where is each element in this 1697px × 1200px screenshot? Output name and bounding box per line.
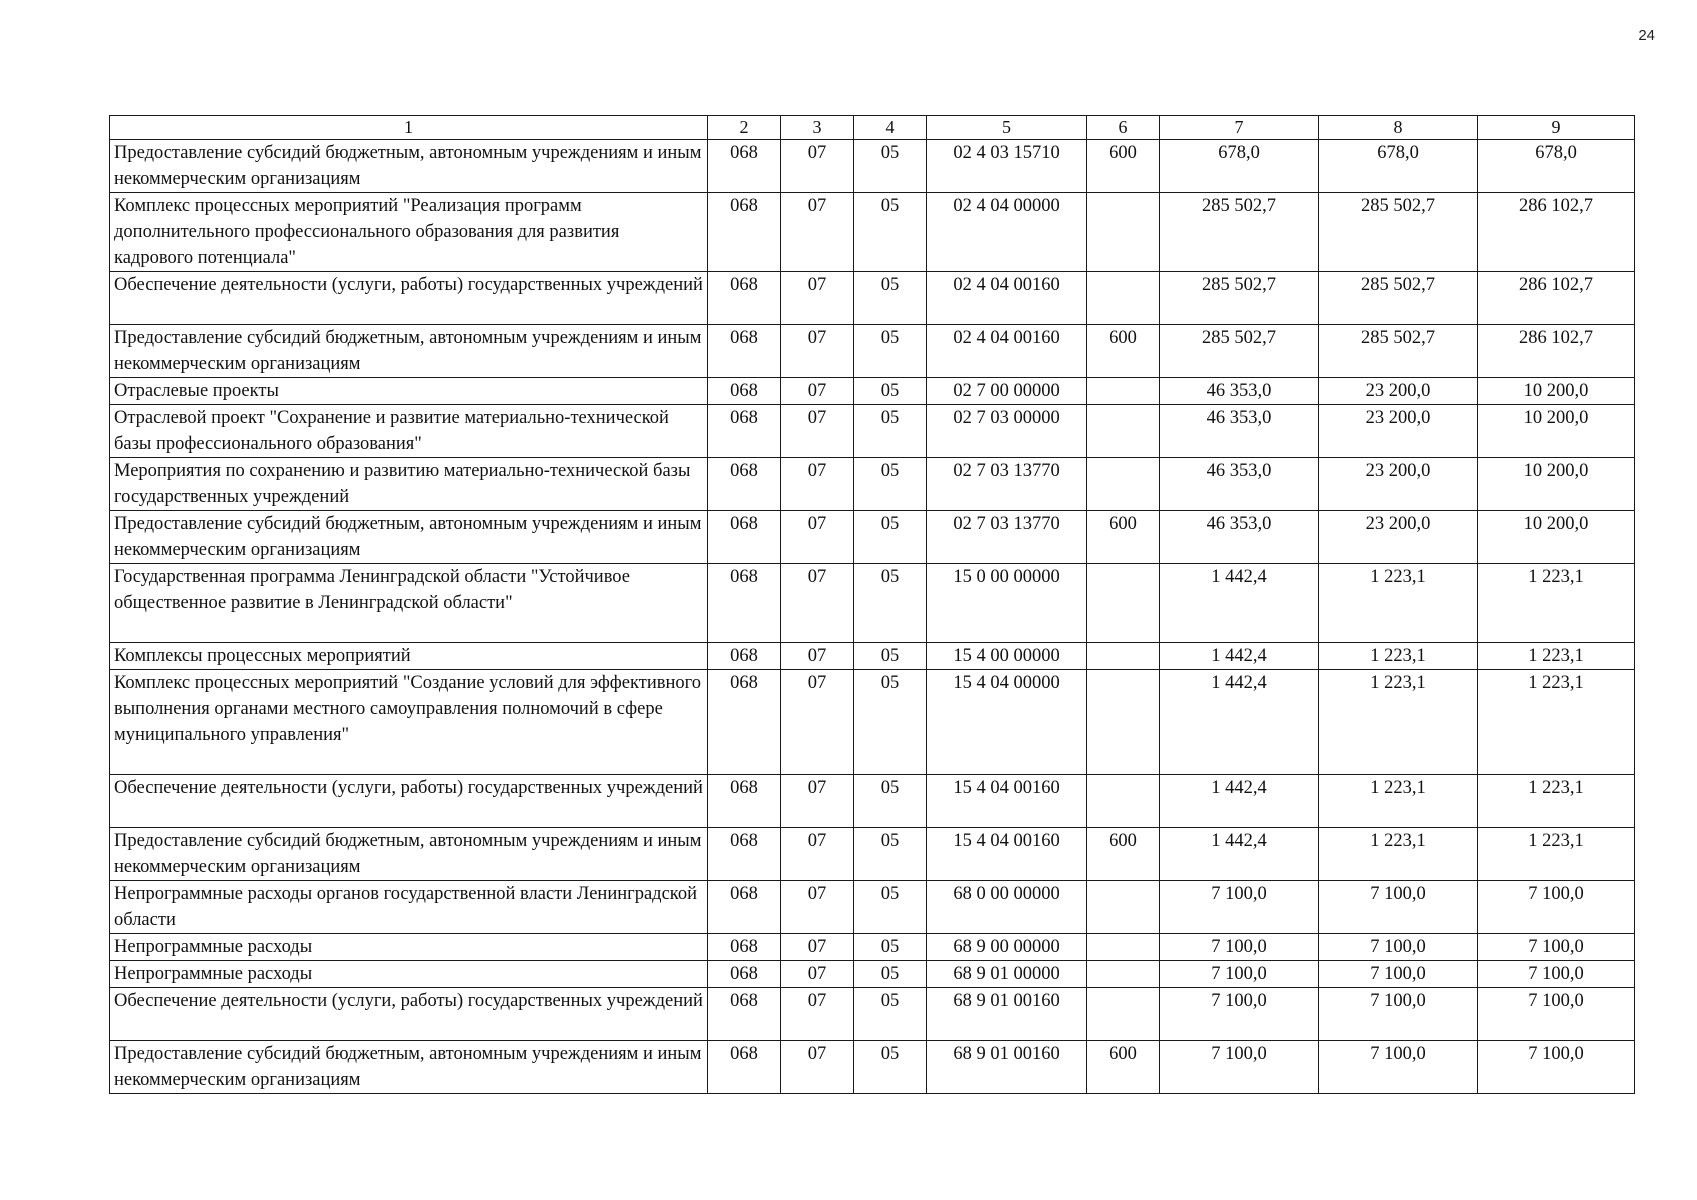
subsection-code: 05 — [854, 193, 927, 272]
amount-col-9: 7 100,0 — [1478, 1041, 1635, 1094]
amount-col-8: 1 223,1 — [1319, 775, 1478, 828]
target-article-code: 15 4 04 00000 — [927, 670, 1087, 775]
subsection-code: 05 — [854, 775, 927, 828]
target-article-code: 02 4 04 00160 — [927, 325, 1087, 378]
subsection-code: 05 — [854, 272, 927, 325]
expense-name: Мероприятия по сохранению и развитию материально-технической базы государственных учреждений — [110, 458, 708, 511]
amount-col-7: 285 502,7 — [1160, 272, 1319, 325]
target-article-code: 02 7 00 00000 — [927, 378, 1087, 405]
expense-type-code — [1087, 405, 1160, 458]
amount-col-7: 285 502,7 — [1160, 193, 1319, 272]
column-header: 4 — [854, 116, 927, 140]
expense-name: Предоставление субсидий бюджетным, автономным учреждениям и иным некоммерческим организациям — [110, 828, 708, 881]
expense-type-code — [1087, 961, 1160, 988]
expense-type-code: 600 — [1087, 140, 1160, 193]
expense-type-code — [1087, 458, 1160, 511]
section-code: 07 — [781, 378, 854, 405]
expense-name: Предоставление субсидий бюджетным, автономным учреждениям и иным некоммерческим организациям — [110, 140, 708, 193]
amount-col-7: 46 353,0 — [1160, 405, 1319, 458]
amount-col-7: 7 100,0 — [1160, 961, 1319, 988]
amount-col-7: 7 100,0 — [1160, 934, 1319, 961]
expense-name: Комплексы процессных мероприятий — [110, 643, 708, 670]
amount-col-9: 1 223,1 — [1478, 564, 1635, 643]
amount-col-8: 23 200,0 — [1319, 458, 1478, 511]
amount-col-7: 1 442,4 — [1160, 775, 1319, 828]
target-article-code: 68 9 01 00160 — [927, 988, 1087, 1041]
page-number: 24 — [1638, 27, 1655, 44]
section-code: 07 — [781, 961, 854, 988]
column-number-row — [110, 116, 1635, 140]
expense-name: Государственная программа Ленинградской области "Устойчивое общественное развитие в Ленинградской области" — [110, 564, 708, 643]
grbs-code: 068 — [708, 1041, 781, 1094]
section-code: 07 — [781, 775, 854, 828]
amount-col-8: 7 100,0 — [1319, 961, 1478, 988]
amount-col-9: 10 200,0 — [1478, 378, 1635, 405]
amount-col-9: 1 223,1 — [1478, 670, 1635, 775]
amount-col-8: 7 100,0 — [1319, 881, 1478, 934]
target-article-code: 15 4 04 00160 — [927, 775, 1087, 828]
table-row — [110, 511, 1635, 564]
target-article-code: 15 4 04 00160 — [927, 828, 1087, 881]
amount-col-7: 1 442,4 — [1160, 643, 1319, 670]
table-row — [110, 564, 1635, 643]
expense-type-code — [1087, 193, 1160, 272]
expense-type-code — [1087, 988, 1160, 1041]
expense-type-code: 600 — [1087, 325, 1160, 378]
amount-col-8: 23 200,0 — [1319, 378, 1478, 405]
subsection-code: 05 — [854, 643, 927, 670]
budget-table — [109, 115, 1635, 1094]
table-row — [110, 405, 1635, 458]
expense-type-code — [1087, 564, 1160, 643]
amount-col-8: 7 100,0 — [1319, 1041, 1478, 1094]
grbs-code: 068 — [708, 511, 781, 564]
expense-type-code: 600 — [1087, 828, 1160, 881]
table-row — [110, 325, 1635, 378]
column-header: 2 — [708, 116, 781, 140]
amount-col-7: 46 353,0 — [1160, 378, 1319, 405]
section-code: 07 — [781, 272, 854, 325]
target-article-code: 68 9 01 00160 — [927, 1041, 1087, 1094]
grbs-code: 068 — [708, 828, 781, 881]
amount-col-8: 1 223,1 — [1319, 564, 1478, 643]
subsection-code: 05 — [854, 378, 927, 405]
target-article-code: 68 0 00 00000 — [927, 881, 1087, 934]
column-header: 8 — [1319, 116, 1478, 140]
grbs-code: 068 — [708, 325, 781, 378]
grbs-code: 068 — [708, 378, 781, 405]
grbs-code: 068 — [708, 961, 781, 988]
section-code: 07 — [781, 988, 854, 1041]
target-article-code: 15 0 00 00000 — [927, 564, 1087, 643]
subsection-code: 05 — [854, 988, 927, 1041]
expense-name: Предоставление субсидий бюджетным, автономным учреждениям и иным некоммерческим организациям — [110, 325, 708, 378]
expense-name: Обеспечение деятельности (услуги, работы) государственных учреждений — [110, 988, 708, 1041]
expense-name: Комплекс процессных мероприятий "Создание условий для эффективного выполнения органами местного самоуправления полномочий в сфере муниципального управления" — [110, 670, 708, 775]
expense-name: Предоставление субсидий бюджетным, автономным учреждениям и иным некоммерческим организациям — [110, 511, 708, 564]
target-article-code: 68 9 00 00000 — [927, 934, 1087, 961]
amount-col-9: 10 200,0 — [1478, 511, 1635, 564]
amount-col-8: 678,0 — [1319, 140, 1478, 193]
expense-name: Непрограммные расходы — [110, 961, 708, 988]
expense-name: Непрограммные расходы органов государственной власти Ленинградской области — [110, 881, 708, 934]
table-row — [110, 378, 1635, 405]
amount-col-7: 1 442,4 — [1160, 828, 1319, 881]
grbs-code: 068 — [708, 934, 781, 961]
amount-col-7: 7 100,0 — [1160, 1041, 1319, 1094]
expense-type-code — [1087, 378, 1160, 405]
expense-type-code — [1087, 643, 1160, 670]
table-row — [110, 881, 1635, 934]
column-header: 3 — [781, 116, 854, 140]
target-article-code: 02 7 03 00000 — [927, 405, 1087, 458]
amount-col-9: 7 100,0 — [1478, 988, 1635, 1041]
grbs-code: 068 — [708, 988, 781, 1041]
table-row — [110, 193, 1635, 272]
expense-type-code — [1087, 934, 1160, 961]
target-article-code: 02 4 04 00000 — [927, 193, 1087, 272]
subsection-code: 05 — [854, 325, 927, 378]
amount-col-7: 7 100,0 — [1160, 881, 1319, 934]
amount-col-9: 1 223,1 — [1478, 775, 1635, 828]
section-code: 07 — [781, 458, 854, 511]
column-header: 1 — [110, 116, 708, 140]
target-article-code: 15 4 00 00000 — [927, 643, 1087, 670]
amount-col-7: 46 353,0 — [1160, 458, 1319, 511]
target-article-code: 02 4 04 00160 — [927, 272, 1087, 325]
amount-col-9: 7 100,0 — [1478, 934, 1635, 961]
column-header: 6 — [1087, 116, 1160, 140]
amount-col-9: 10 200,0 — [1478, 458, 1635, 511]
grbs-code: 068 — [708, 458, 781, 511]
section-code: 07 — [781, 511, 854, 564]
subsection-code: 05 — [854, 828, 927, 881]
grbs-code: 068 — [708, 564, 781, 643]
grbs-code: 068 — [708, 405, 781, 458]
table-row — [110, 961, 1635, 988]
expense-name: Обеспечение деятельности (услуги, работы) государственных учреждений — [110, 272, 708, 325]
expense-name: Обеспечение деятельности (услуги, работы) государственных учреждений — [110, 775, 708, 828]
grbs-code: 068 — [708, 643, 781, 670]
grbs-code: 068 — [708, 881, 781, 934]
grbs-code: 068 — [708, 670, 781, 775]
section-code: 07 — [781, 1041, 854, 1094]
amount-col-9: 286 102,7 — [1478, 193, 1635, 272]
amount-col-8: 23 200,0 — [1319, 511, 1478, 564]
subsection-code: 05 — [854, 511, 927, 564]
table-row — [110, 934, 1635, 961]
amount-col-8: 1 223,1 — [1319, 670, 1478, 775]
table-row — [110, 670, 1635, 775]
section-code: 07 — [781, 934, 854, 961]
table-row — [110, 775, 1635, 828]
amount-col-7: 46 353,0 — [1160, 511, 1319, 564]
amount-col-8: 7 100,0 — [1319, 988, 1478, 1041]
section-code: 07 — [781, 405, 854, 458]
subsection-code: 05 — [854, 670, 927, 775]
section-code: 07 — [781, 193, 854, 272]
amount-col-7: 1 442,4 — [1160, 564, 1319, 643]
expense-type-code — [1087, 670, 1160, 775]
section-code: 07 — [781, 828, 854, 881]
amount-col-9: 7 100,0 — [1478, 881, 1635, 934]
amount-col-9: 678,0 — [1478, 140, 1635, 193]
amount-col-7: 678,0 — [1160, 140, 1319, 193]
expense-type-code — [1087, 272, 1160, 325]
amount-col-9: 1 223,1 — [1478, 643, 1635, 670]
target-article-code: 02 4 03 15710 — [927, 140, 1087, 193]
column-header: 5 — [927, 116, 1087, 140]
grbs-code: 068 — [708, 272, 781, 325]
amount-col-7: 1 442,4 — [1160, 670, 1319, 775]
table-row — [110, 140, 1635, 193]
table-row — [110, 828, 1635, 881]
subsection-code: 05 — [854, 405, 927, 458]
expense-name: Комплекс процессных мероприятий "Реализация программ дополнительного профессионального образования для развития кадрового потенциала" — [110, 193, 708, 272]
table-row — [110, 1041, 1635, 1094]
amount-col-9: 10 200,0 — [1478, 405, 1635, 458]
amount-col-7: 285 502,7 — [1160, 325, 1319, 378]
grbs-code: 068 — [708, 140, 781, 193]
section-code: 07 — [781, 140, 854, 193]
table-row — [110, 458, 1635, 511]
column-header: 7 — [1160, 116, 1319, 140]
expense-type-code: 600 — [1087, 511, 1160, 564]
expense-type-code — [1087, 881, 1160, 934]
section-code: 07 — [781, 643, 854, 670]
table-row — [110, 643, 1635, 670]
subsection-code: 05 — [854, 961, 927, 988]
amount-col-9: 7 100,0 — [1478, 961, 1635, 988]
amount-col-8: 285 502,7 — [1319, 272, 1478, 325]
target-article-code: 68 9 01 00000 — [927, 961, 1087, 988]
grbs-code: 068 — [708, 775, 781, 828]
section-code: 07 — [781, 881, 854, 934]
expense-type-code — [1087, 775, 1160, 828]
expense-name: Предоставление субсидий бюджетным, автономным учреждениям и иным некоммерческим организациям — [110, 1041, 708, 1094]
subsection-code: 05 — [854, 564, 927, 643]
amount-col-8: 1 223,1 — [1319, 828, 1478, 881]
target-article-code: 02 7 03 13770 — [927, 511, 1087, 564]
amount-col-8: 7 100,0 — [1319, 934, 1478, 961]
column-header: 9 — [1478, 116, 1635, 140]
expense-name: Отраслевой проект "Сохранение и развитие материально-технической базы профессионального образования" — [110, 405, 708, 458]
subsection-code: 05 — [854, 458, 927, 511]
subsection-code: 05 — [854, 934, 927, 961]
subsection-code: 05 — [854, 140, 927, 193]
subsection-code: 05 — [854, 1041, 927, 1094]
expense-name: Отраслевые проекты — [110, 378, 708, 405]
amount-col-8: 23 200,0 — [1319, 405, 1478, 458]
section-code: 07 — [781, 325, 854, 378]
amount-col-9: 286 102,7 — [1478, 272, 1635, 325]
amount-col-8: 285 502,7 — [1319, 193, 1478, 272]
amount-col-8: 1 223,1 — [1319, 643, 1478, 670]
subsection-code: 05 — [854, 881, 927, 934]
amount-col-9: 286 102,7 — [1478, 325, 1635, 378]
expense-type-code: 600 — [1087, 1041, 1160, 1094]
grbs-code: 068 — [708, 193, 781, 272]
section-code: 07 — [781, 670, 854, 775]
amount-col-7: 7 100,0 — [1160, 988, 1319, 1041]
target-article-code: 02 7 03 13770 — [927, 458, 1087, 511]
amount-col-9: 1 223,1 — [1478, 828, 1635, 881]
section-code: 07 — [781, 564, 854, 643]
expense-name: Непрограммные расходы — [110, 934, 708, 961]
table-row — [110, 988, 1635, 1041]
table-row — [110, 272, 1635, 325]
amount-col-8: 285 502,7 — [1319, 325, 1478, 378]
